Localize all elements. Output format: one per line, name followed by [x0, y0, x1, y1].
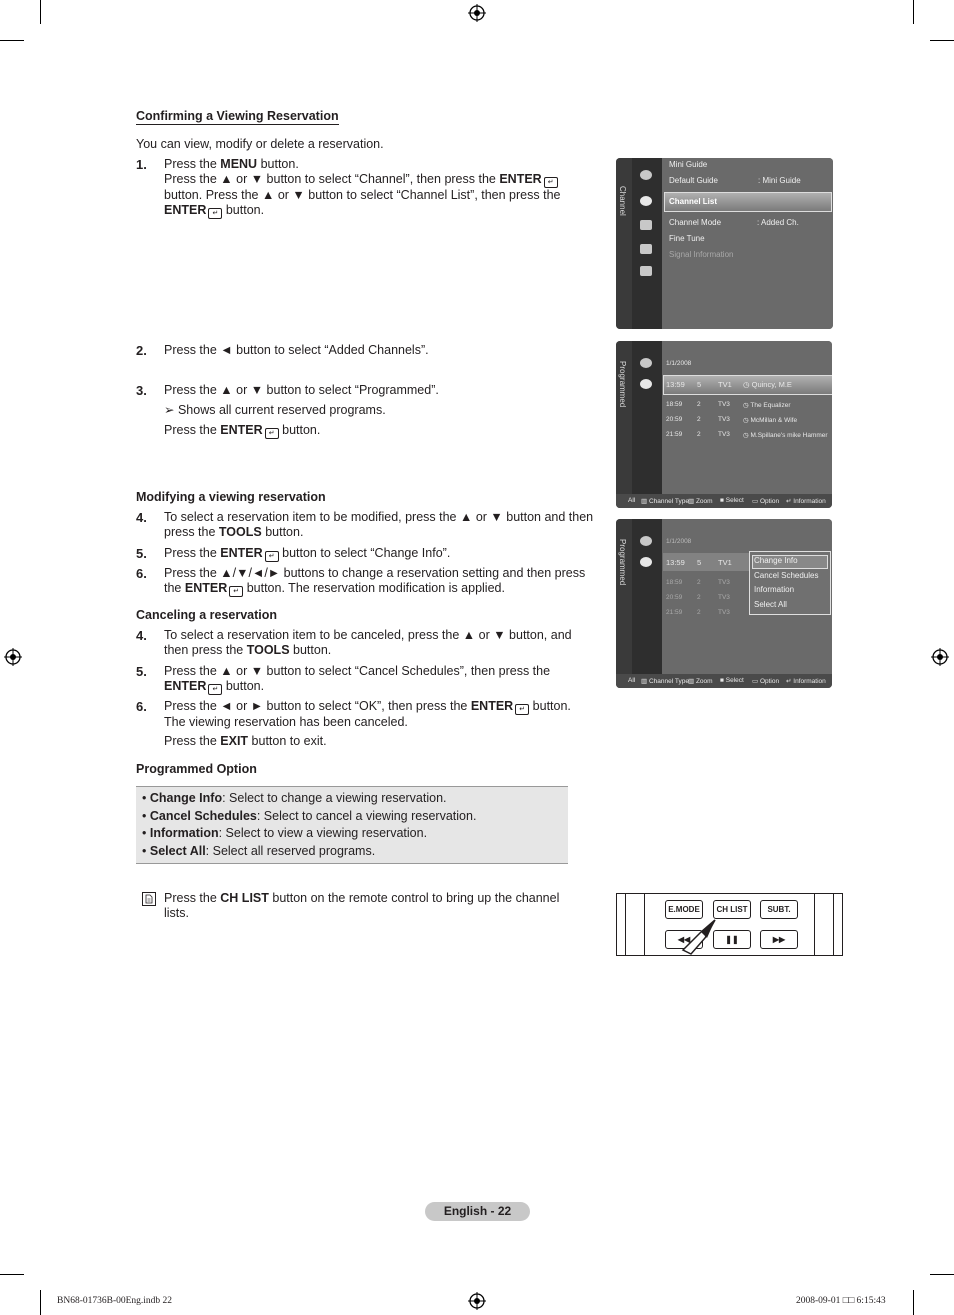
date-label: 1/1/2008 [666, 360, 692, 367]
cancel-step-4: To select a reservation item to be canceled, press the ▲ or ▼ button, and then press the TOOLS button. [164, 628, 572, 657]
crop-mark [0, 40, 24, 41]
ch-list-button[interactable]: CH LIST [713, 900, 751, 919]
bar-option: ▭ Option [752, 678, 780, 685]
popup-information[interactable]: Information [754, 585, 795, 594]
menu-item[interactable]: Channel Mode [669, 218, 722, 227]
row-source: TV1 [718, 380, 732, 389]
bar-zoom: ▥ Zoom [688, 678, 713, 685]
option-item: • Cancel Schedules: Select to cancel a viewing reservation. [142, 808, 477, 823]
enter-icon: ↵ [265, 551, 279, 562]
crop-mark [40, 0, 41, 24]
crop-mark [913, 1290, 914, 1315]
page-number: English - 22 [425, 1202, 530, 1221]
popup-cancel-schedules[interactable]: Cancel Schedules [754, 571, 819, 580]
row-time: 18:59 [666, 579, 683, 586]
programmed-tools-screen [616, 519, 832, 688]
row-program: ◷ The Equalizer [743, 402, 791, 409]
step-number: 2. [136, 343, 147, 358]
option-item: • Select All: Select all reserved programs. [142, 843, 376, 858]
fast-forward-button[interactable]: ▶▶ [760, 930, 798, 949]
note-icon [142, 892, 156, 906]
bar-all: All [628, 677, 636, 684]
crop-mark [930, 40, 954, 41]
menu-item-selected[interactable]: Channel List [669, 197, 718, 206]
step-3-note: ➢ Shows all current reserved programs. [164, 403, 386, 417]
clock-icon [640, 557, 652, 567]
exit-step: Press the EXIT button to exit. [164, 734, 327, 748]
bar-all: All [628, 497, 636, 504]
subt-button[interactable]: SUBT. [760, 900, 798, 919]
file-slug: BN68-01736B-00Eng.indb 22 [57, 1296, 173, 1306]
modify-step-5: Press the ENTER ↵ button to select “Change Info”. [164, 546, 451, 560]
crop-mark [0, 1274, 24, 1275]
enter-icon: ↵ [208, 684, 222, 695]
date-label: 1/1/2008 [666, 538, 692, 545]
channel-menu-screen [616, 158, 833, 329]
step-number: 6. [136, 566, 147, 581]
crop-mark [40, 1290, 41, 1315]
button-guide-bar [616, 494, 832, 508]
step-number: 6. [136, 699, 147, 714]
pause-button[interactable]: ❚❚ [713, 930, 751, 949]
row-source: TV3 [718, 416, 730, 423]
clock-icon [640, 379, 652, 389]
button-guide-bar [616, 674, 832, 688]
bar-information: ↵ Information [786, 498, 826, 505]
tools-popup [749, 551, 831, 615]
step-number: 1. [136, 157, 147, 172]
ch-list-note: Press the CH LIST button on the remote control to bring up the channel lists. [164, 891, 560, 920]
enter-icon: ↵ [265, 428, 279, 439]
programmed-list-screen [616, 341, 832, 508]
step-2: Press the ◄ button to select “Added Channels”. [164, 343, 429, 357]
channel-icon [640, 196, 652, 206]
row-source: TV3 [718, 579, 730, 586]
setup-icon [640, 220, 652, 230]
bar-select: ■ Select [720, 677, 744, 684]
menu-item[interactable]: Fine Tune [669, 234, 705, 243]
bar-channel-type: ▥ Channel Type [641, 678, 689, 685]
programmed-option-box [136, 786, 568, 864]
enter-icon: ↵ [229, 586, 243, 597]
row-time: 13:59 [666, 558, 685, 567]
picture-icon [640, 170, 652, 180]
popup-select-all[interactable]: Select All [754, 600, 787, 609]
bar-channel-type: ▥ Channel Type [641, 498, 689, 505]
menu-value: : Mini Guide [758, 176, 801, 185]
cancel-step-5: Press the ▲ or ▼ button to select “Cancel Schedules”, then press the ENTER ↵ button. [164, 664, 551, 693]
modify-step-4: To select a reservation item to be modified, press the ▲ or ▼ button and then press the TOOLS button. [164, 510, 594, 539]
row-channel: 2 [697, 609, 701, 616]
modify-step-6: Press the ▲/▼/◄/► buttons to change a reservation setting and then press the ENTER ↵ button. The reservation modification is applied. [164, 566, 586, 595]
option-item: • Change Info: Select to change a viewing reservation. [142, 791, 447, 805]
row-source: TV3 [718, 431, 730, 438]
row-channel: 2 [697, 416, 701, 423]
row-channel: 2 [697, 431, 701, 438]
menu-value: : Added Ch. [757, 218, 799, 227]
step-number: 4. [136, 628, 147, 643]
row-time: 18:59 [666, 401, 683, 408]
row-program: ◷ McMillan & Wife [743, 417, 798, 424]
row-time: 20:59 [666, 594, 683, 601]
row-time: 13:59 [666, 380, 685, 389]
row-source: TV3 [718, 609, 730, 616]
step-3-enter: Press the ENTER ↵ button. [164, 423, 321, 437]
cancel-step-6: Press the ◄ or ► button to select “OK”, then press the ENTER ↵ button. The viewing reservation has been canceled. [164, 699, 571, 729]
cancel-heading: Canceling a reservation [136, 608, 278, 622]
row-program: ◷ Quincy, M.E [743, 380, 792, 389]
crop-mark [913, 0, 914, 24]
remote-illustration [616, 893, 843, 956]
side-label: Channel [618, 186, 627, 216]
step-number: 3. [136, 383, 147, 398]
registration-mark-icon [468, 4, 486, 22]
input-icon [640, 244, 652, 254]
favorite-icon [640, 358, 652, 368]
bar-select: ■ Select [720, 497, 744, 504]
rewind-button[interactable]: ◀◀ [665, 930, 703, 949]
date-slug: 2008-09-01 □□ 6:15:43 [796, 1296, 886, 1306]
menu-item-disabled: Signal Information [669, 250, 734, 259]
registration-mark-icon [931, 648, 949, 666]
registration-mark-icon [468, 1292, 486, 1310]
programmed-option-heading: Programmed Option [136, 762, 257, 776]
bar-information: ↵ Information [786, 678, 826, 685]
row-time: 20:59 [666, 416, 683, 423]
bar-zoom: ▥ Zoom [688, 498, 713, 505]
enter-icon: ↵ [208, 208, 222, 219]
modify-heading: Modifying a viewing reservation [136, 490, 326, 504]
enter-icon: ↵ [515, 704, 529, 715]
registration-mark-icon [4, 648, 22, 666]
row-channel: 2 [697, 594, 701, 601]
crop-mark [930, 1274, 954, 1275]
step-number: 5. [136, 546, 147, 561]
menu-item[interactable]: Default Guide [669, 176, 718, 185]
row-channel: 5 [697, 380, 702, 389]
row-program: ◷ M.Spillane's mike Hammer [743, 432, 828, 439]
row-source: TV3 [718, 594, 730, 601]
emode-button[interactable]: E.MODE [665, 900, 703, 919]
option-item: • Information: Select to view a viewing reservation. [142, 826, 428, 840]
row-source: TV1 [718, 558, 732, 567]
side-label: Programmed [618, 539, 627, 586]
enter-icon: ↵ [544, 177, 558, 188]
row-time: 21:59 [666, 431, 683, 438]
row-channel: 2 [697, 579, 701, 586]
menu-item[interactable]: Mini Guide [669, 160, 708, 169]
step-1: Press the MENU button. Press the ▲ or ▼ button to select “Channel”, then press the ENTER ↵ button. Press the ▲ or ▼ button to select “Channel List”, then press the ENTER ↵ button. [164, 157, 561, 217]
section-heading: Confirming a Viewing Reservation [136, 109, 339, 123]
application-icon [640, 266, 652, 276]
step-3: Press the ▲ or ▼ button to select “Programmed”. [164, 383, 439, 397]
row-source: TV3 [718, 401, 730, 408]
side-label: Programmed [618, 361, 627, 408]
favorite-icon [640, 536, 652, 546]
bar-option: ▭ Option [752, 498, 780, 505]
row-channel: 5 [697, 558, 702, 567]
step-number: 4. [136, 510, 147, 525]
popup-change-info[interactable]: Change Info [754, 556, 798, 565]
row-time: 21:59 [666, 609, 683, 616]
pointing-hand-icon [679, 918, 719, 955]
intro-text: You can view, modify or delete a reservation. [136, 137, 384, 151]
step-number: 5. [136, 664, 147, 679]
row-channel: 2 [697, 401, 701, 408]
